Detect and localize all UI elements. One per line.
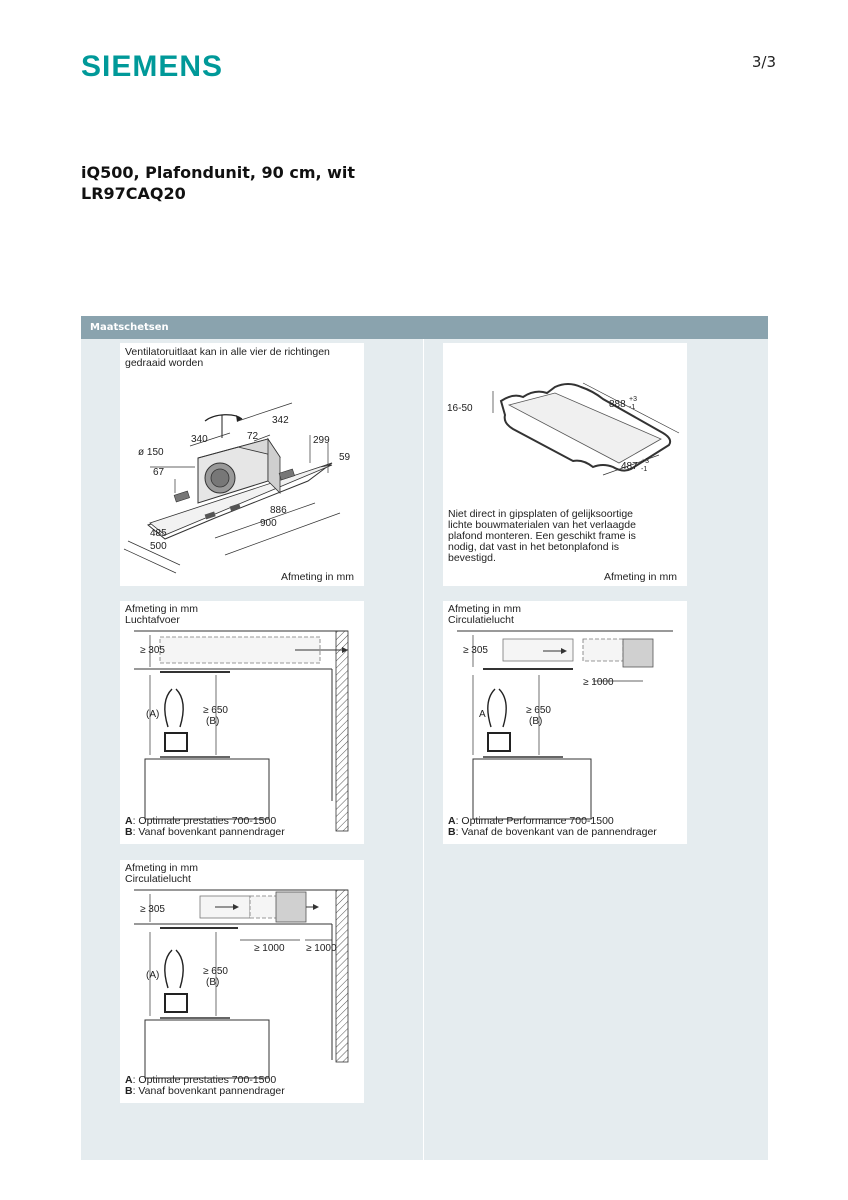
panel4-unit-note: Afmeting in mm: [448, 603, 521, 615]
sketch-exhaust-mode: [120, 601, 364, 844]
sketch-recirculation-mode: [443, 601, 687, 844]
panel3-mode: Luchtafvoer: [125, 614, 180, 626]
dim-487-tol-up: +3: [641, 458, 649, 465]
brand-logo: SIEMENS: [81, 50, 224, 83]
panel5-legend-b-key: B: [125, 1085, 133, 1097]
dim-a: (A): [146, 970, 160, 981]
dim-888: 888: [609, 399, 626, 410]
page-number: 3/3: [751, 53, 776, 71]
dim-b: (B): [529, 716, 543, 727]
dim-a: (A): [146, 709, 160, 720]
panel1-unit-note: Afmeting in mm: [281, 571, 354, 583]
dim-1000-a: ≥ 1000: [254, 943, 285, 954]
sketch-mounting-frame: [443, 343, 687, 586]
dim-a: A: [479, 709, 486, 720]
dim-59: 59: [339, 452, 351, 463]
panel5-unit-note: Afmeting in mm: [125, 862, 198, 874]
dim-16-50: 16-50: [447, 403, 473, 414]
dim-340: 340: [191, 434, 208, 445]
column-divider: [423, 339, 424, 1160]
section-header: Maatschetsen: [81, 316, 768, 339]
dim-1000: ≥ 1000: [583, 677, 614, 688]
panel2-note-line4: nodig, dat vast in het betonplafond is: [448, 541, 620, 553]
panel5-legend-a-key: A: [125, 1074, 133, 1086]
product-title-line1: iQ500, Plafondunit, 90 cm, wit: [81, 163, 356, 182]
dim-888-tol-down: -1: [629, 404, 636, 411]
panel3-legend-a-key: A: [125, 815, 133, 827]
panel1-caption-line1: Ventilatoruitlaat kan in alle vier de richtingen: [125, 346, 330, 358]
dim-72: 72: [247, 431, 259, 442]
dim-305: ≥ 305: [140, 904, 165, 915]
exhaust-mode-drawing: [120, 601, 364, 844]
panel4-mode: Circulatielucht: [448, 614, 514, 626]
recirculation-wall-mode-drawing: [120, 860, 364, 1103]
dim-299: 299: [313, 435, 330, 446]
dim-650: ≥ 650: [203, 705, 228, 716]
dim-b: (B): [206, 977, 220, 988]
recirculation-mode-drawing: [443, 601, 687, 844]
product-model: LR97CAQ20: [81, 184, 186, 203]
panel5-legend-b-text: : Vanaf bovenkant pannendrager: [132, 1085, 285, 1097]
dim-305: ≥ 305: [140, 645, 165, 656]
dim-487: 487: [621, 461, 638, 472]
panel2-note-line2: lichte bouwmaterialen van het verlaagde: [448, 519, 636, 531]
sketch-hood-dimensions: [120, 343, 364, 586]
panel3-legend-b-key: B: [125, 826, 133, 838]
dim-1000-b: ≥ 1000: [306, 943, 337, 954]
panel2-note-line1: Niet direct in gipsplaten of gelijksoortige: [448, 508, 634, 520]
dim-888-tol-up: +3: [629, 396, 637, 403]
panel5-legend-b: [125, 1086, 285, 1097]
panel4-legend-b: [448, 827, 657, 838]
dim-650: ≥ 650: [526, 705, 551, 716]
dim-diameter-150: ø 150: [138, 447, 164, 458]
dim-485: 485: [150, 528, 167, 539]
dim-900: 900: [260, 518, 277, 529]
panel3-unit-note: Afmeting in mm: [125, 603, 198, 615]
panel3-legend-b: [125, 827, 285, 838]
panel5-mode: Circulatielucht: [125, 873, 191, 885]
dim-500: 500: [150, 541, 167, 552]
dim-886: 886: [270, 505, 287, 516]
dim-305: ≥ 305: [463, 645, 488, 656]
dim-487-tol-down: -1: [641, 466, 648, 473]
panel4-legend-a-key: A: [448, 815, 456, 827]
panel3-legend-a-text: : Optimale prestaties 700-1500: [132, 815, 277, 827]
panel4-legend-b-text: : Vanaf de bovenkant van de pannendrager: [455, 826, 657, 838]
panel2-note-line3: plafond monteren. Een geschikt frame is: [448, 530, 636, 542]
product-title: [81, 162, 355, 204]
panel3-legend-b-text: : Vanaf bovenkant pannendrager: [132, 826, 285, 838]
panel4-legend-b-key: B: [448, 826, 456, 838]
dim-67: 67: [153, 467, 165, 478]
panel5-legend-a-text: : Optimale prestaties 700-1500: [132, 1074, 277, 1086]
sketch-recirculation-wall-mode: [120, 860, 364, 1103]
hood-perspective-drawing: [120, 343, 364, 586]
dim-342: 342: [272, 415, 289, 426]
panel2-note-line5: bevestigd.: [448, 552, 496, 564]
panel1-caption-line2: gedraaid worden: [125, 357, 204, 369]
dim-650: ≥ 650: [203, 966, 228, 977]
dimension-sketches-section: [81, 316, 768, 1160]
panel2-unit-note: Afmeting in mm: [604, 571, 677, 583]
panel4-legend-a-text: : Optimale Performance 700-1500: [455, 815, 614, 827]
dim-b: (B): [206, 716, 220, 727]
